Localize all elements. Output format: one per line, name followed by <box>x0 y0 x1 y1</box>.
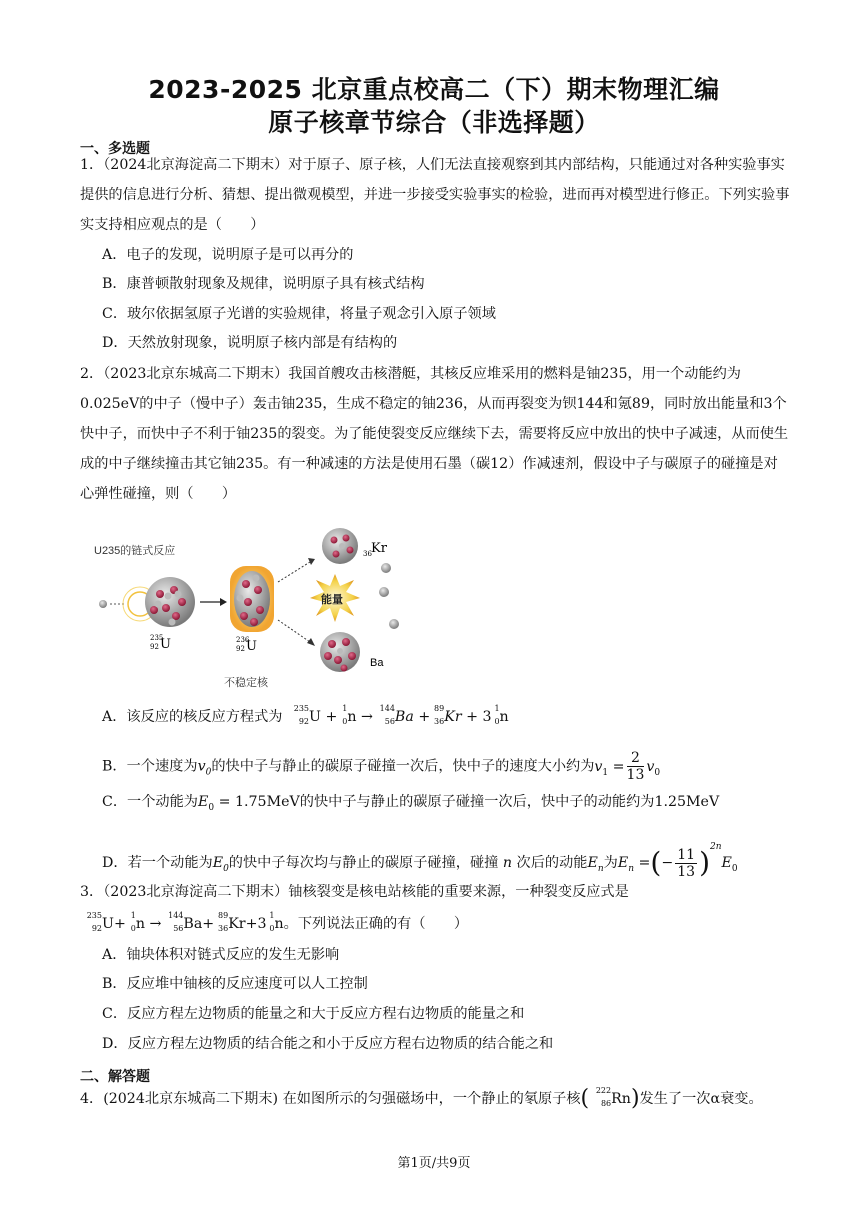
fission-chain-reaction-figure <box>88 524 418 694</box>
document-subtitle: 原子核章节综合（非选择题） <box>268 108 600 137</box>
question-1-option-a: A．电子的发现，说明原子是可以再分的 <box>102 247 354 263</box>
figure-caption-top: U235的链式反应 <box>94 545 176 557</box>
question-1-option-c: C．玻尔依据氢原子光谱的实验规律，将量子观念引入原子领域 <box>102 306 496 322</box>
document-title: 2023-2025 北京重点校高二（下）期末物理汇编 <box>148 75 720 104</box>
question-3-text-line1: 3．（2023北京海淀高二下期末）铀核裂变是核电站核能的重要来源，一种裂变反应式是 <box>80 884 629 900</box>
svg-text:U: U <box>160 637 171 652</box>
fast-neutron-2 <box>379 587 389 597</box>
figure-caption-bottom: 不稳定核 <box>224 677 268 689</box>
question-3-option-b: B．反应堆中铀核的反应速度可以人工控制 <box>102 976 368 992</box>
question-1-option-d: D．天然放射现象，说明原子核内部是有结构的 <box>102 335 398 351</box>
svg-text:Ba: Ba <box>370 657 384 669</box>
question-2-text: 2．（2023北京东城高二下期末）我国首艘攻击核潜艇，其核反应堆采用的燃料是铀235，用一个动能约为0.025eV的中子（慢中子）轰击铀235，生成不稳定的铀236，从而再裂变为钡144和氪89，同时放出能量和3个快中子，而快中子不利于铀235的裂变。为了能使裂变反应继续下去，需要将反应中放出的快中子减速，从而使生成的中子继续撞击其它铀235。有一种减速的方法是使用石墨（碳12）作减速剂，假设中子与碳原子的碰撞是对心弹性碰撞，则（ ） <box>80 366 789 502</box>
u236-nucleus <box>230 566 274 632</box>
question-3-equation: 235 92 U+ 1 0 n → 144 56 Ba+ 89 36 Kr+3 1 0 n。下列说法正确的有（ ） <box>86 911 469 933</box>
question-3-option-a: A．铀块体积对链式反应的发生无影响 <box>102 947 340 963</box>
svg-text:92: 92 <box>150 643 159 651</box>
fast-neutron-1 <box>381 563 391 573</box>
question-2-option-a: A．该反应的核反应方程式为 235 92 U + 1 0 n → 144 56 Ba + 89 36 Kr + 3 1 0 n <box>102 704 509 726</box>
svg-text:能量: 能量 <box>321 594 343 606</box>
section-heading-solution: 二、解答题 <box>80 1069 150 1085</box>
svg-text:Kr: Kr <box>371 541 387 556</box>
fast-neutron-3 <box>389 619 399 629</box>
section-heading-multiple-choice: 一、多选题 <box>80 141 150 157</box>
svg-text:92: 92 <box>236 645 245 653</box>
question-4-text: 4．(2024北京东城高二下期末) 在如图所示的匀强磁场中，一个静止的氡原子核( 222 86 Rn)发生了一次α衰变。 <box>80 1086 763 1111</box>
question-3-option-d: D．反应方程左边物质的结合能之和小于反应方程右边物质的结合能之和 <box>102 1036 554 1052</box>
svg-text:235: 235 <box>150 634 164 642</box>
question-2-option-c: C．一个动能为$E_0 = 1.75MeV$的快中子与静止的碳原子碰撞一次后，快中子的动能约为1.25MeV <box>102 794 720 813</box>
question-1-text: 1．（2024北京海淀高二下期末）对于原子、原子核，人们无法直接观察到其内部结构，只能通过对各种实验事实提供的信息进行分析、猜想、提出微观模型，并进一步接受实验事实的检验，进而再对模型进行修正。下列实验事实支持相应观点的是（ ） <box>80 157 790 233</box>
svg-text:236: 236 <box>236 636 250 644</box>
question-2-option-b: B．一个速度为$v_0$的快中子与静止的碳原子碰撞一次后，快中子的速度大小约为$v_1$ = $\frac{2}{13}$ $v_0$ <box>102 750 661 783</box>
svg-text:U: U <box>246 639 257 654</box>
ba-nucleus <box>320 632 360 672</box>
incoming-neutron <box>99 600 107 608</box>
energy-burst <box>310 574 360 622</box>
page-footer: 第1页/共9页 <box>397 1156 471 1171</box>
svg-text:36: 36 <box>363 550 372 558</box>
question-1-option-b: B．康普顿散射现象及规律，说明原子具有核式结构 <box>102 276 425 292</box>
kr-nucleus <box>322 528 358 564</box>
question-3-option-c: C．反应方程左边物质的能量之和大于反应方程右边物质的能量之和 <box>102 1006 525 1022</box>
u235-nucleus <box>145 577 195 627</box>
question-2-option-d: D．若一个动能为$E_0$的快中子每次均与静止的碳原子碰撞，碰撞 n 次后的动能$E_n$为$E_n$ =(− $\frac{11}{13}$ )$^{2n}E_0$ <box>102 842 738 880</box>
